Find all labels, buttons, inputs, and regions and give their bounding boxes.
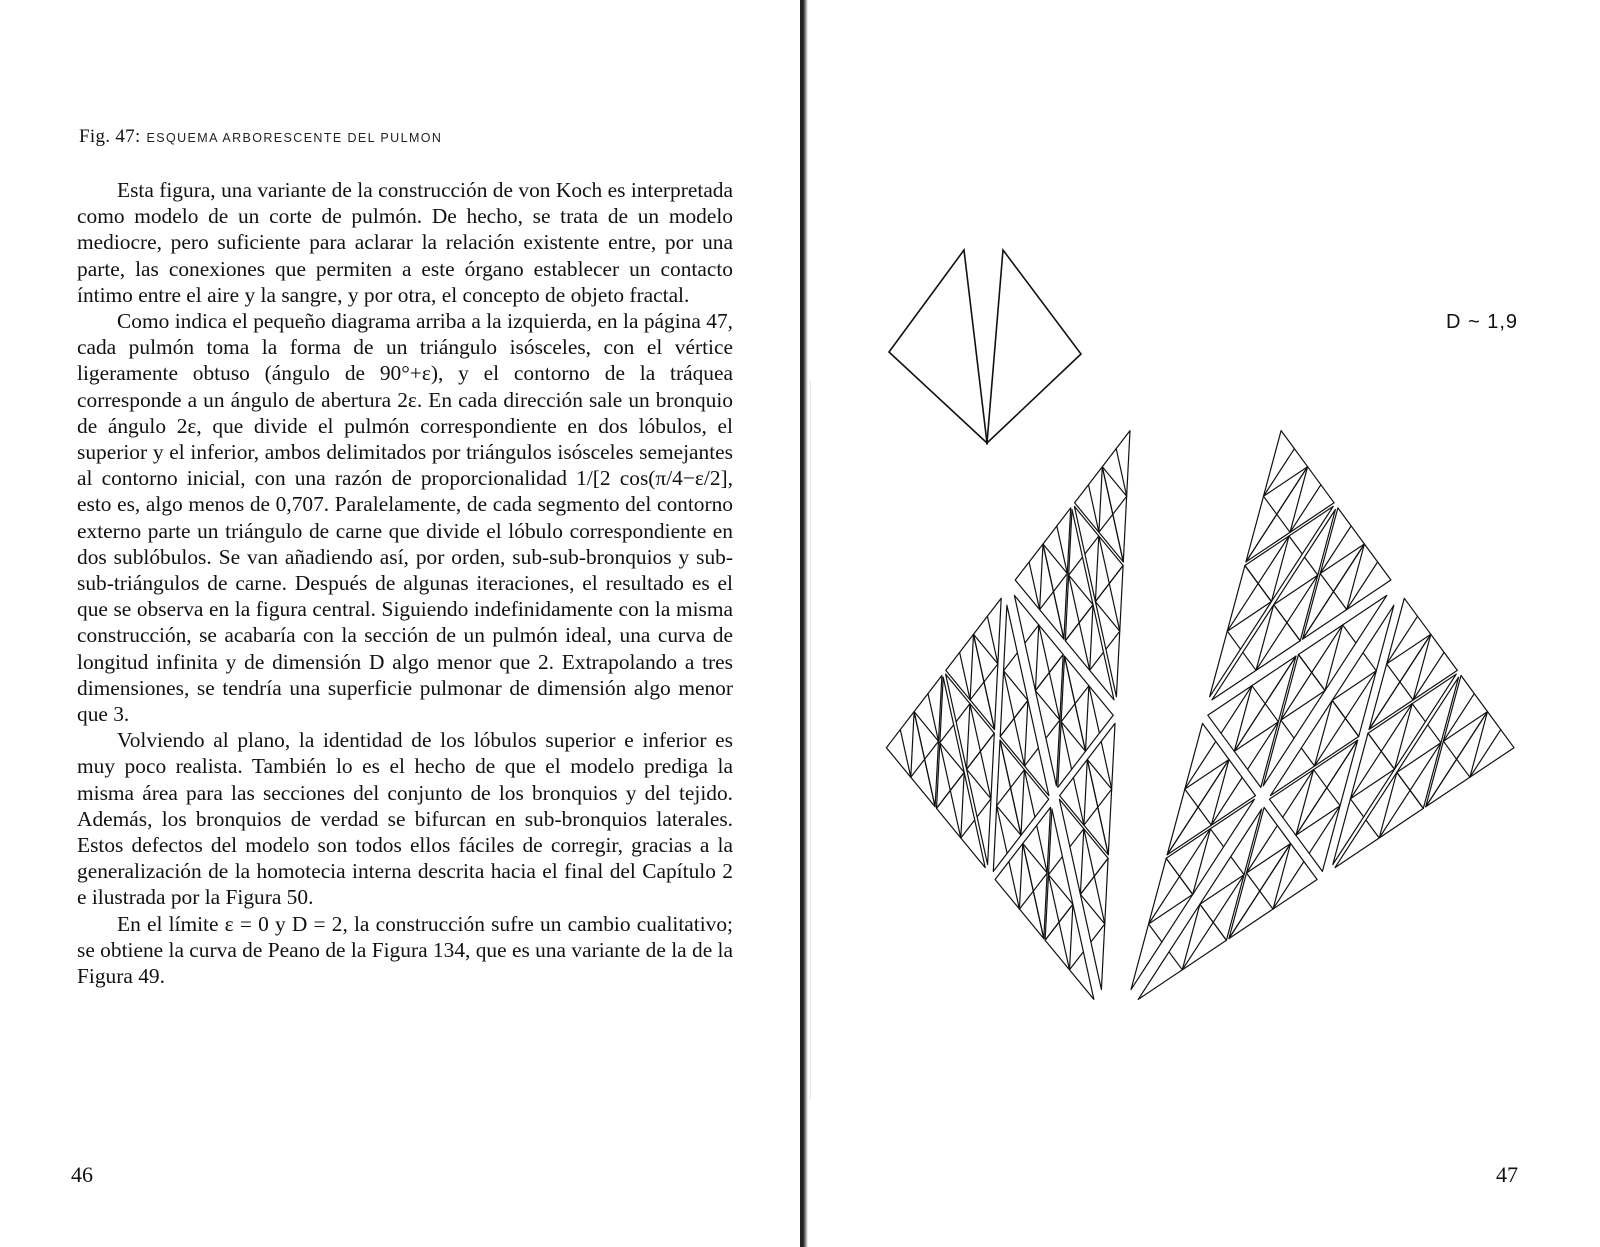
paragraph: Esta figura, una variante de la construcción de von Koch es interpretada como modelo de un corte de pulmón. De hecho, se trata de un modelo mediocre, pero suficiente para aclarar la relación existente entre, por una parte, las conexiones que permiten a este órgano establecer un contacto íntimo entre el aire y la sangre, y por otra, el concepto de objeto fractal. <box>77 178 733 307</box>
generator-left-triangle <box>889 250 987 443</box>
page-number-right: 47 <box>1496 1162 1518 1187</box>
fractal-triangle <box>1263 655 1325 786</box>
fractal-triangle <box>1059 799 1108 894</box>
fractal-triangle <box>1000 700 1049 795</box>
fractal-triangle <box>1015 544 1064 639</box>
fractal-triangle <box>1045 904 1094 999</box>
fractal-triangle <box>1131 858 1193 989</box>
paragraph: En el límite ε = 0 y D = 2, la construcción sufre un cambio cualitativo; se obtiene la curva de Peano de la Figura 134, que es una variante de la de la Figura 49. <box>77 911 733 989</box>
fractal-triangle <box>1075 467 1124 562</box>
paragraph: Como indica el pequeño diagrama arriba a la izquierda, en la página 47, cada pulmón toma la forma de un triángulo isósceles, con el vértice ligeramente obtuso (ángulo de 90°+ε), y el contorno de la tráquea corresponde a un ángulo de abertura 2ε. En cada dirección sale un bronquio de ángulo 2ε, que divide el pulmón correspondiente en dos lóbulos, el superior y el inferior, ambos delimitados por triángulos isósceles semejantes al contorno inicial, con una razón de proporcionalidad 1/[2 cos(π/4−ε/2], esto es, algo menos de 0,707. Paralelamente, de cada segmento del contorno externo parte un triángulo de carne que divide el lóbulo correspondiente en dos sublóbulos. Se van añadiendo así, por orden, sub-sub-bronquios y sub-sub-triángulos de carne. Después de algunas iteraciones, el resultado es el que se observa en la figura central. Siguiendo indefinidamente con la misma construcción, se acabaría con la sección de un pulmón ideal, una curva de longitud infinita y de dimensión D algo menor que 2. Extrapolando a tres dimensiones, se tendría una superficie pulmonar de dimensión algo menor que 3. <box>77 309 733 727</box>
lung-fractal <box>886 431 1514 1000</box>
dimension-label: D ~ 1,9 <box>1445 311 1518 333</box>
page-number-left: 46 <box>71 1162 93 1187</box>
caption-title: ESQUEMA ARBORESCENTE DEL PULMON <box>146 131 443 145</box>
fractal-triangle <box>1060 760 1109 855</box>
fractal-triangle <box>1299 595 1387 690</box>
fractal-triangle <box>995 844 1044 939</box>
fractal-triangle <box>1229 807 1291 938</box>
fractal-triangle <box>1274 510 1336 641</box>
fractal-triangle <box>1234 656 1296 787</box>
fractal-triangle <box>1138 904 1226 999</box>
fractal-triangle <box>946 634 995 729</box>
fractal-triangle <box>1065 656 1114 751</box>
fractal-triangle <box>1426 676 1488 807</box>
fractal-triangle <box>1000 740 1049 835</box>
paragraph: Volviendo al plano, la identidad de los lóbulos superior e inferior es muy poco realista. También lo es el hecho de que el modelo prediga la misma área para las secciones del conjunto de los bronquios y del tejido. Además, los bronquios de verdad se bifurcan en sub-bronquios laterales. Estos defectos del modelo son todos ellos fáciles de corregir, gracias a la generalización de la homotecia interna descrita hacia el final del Capítulo 2 e ilustrada por la Figura 50. <box>77 728 733 910</box>
fractal-triangle <box>1335 772 1423 867</box>
fractal-triangle <box>886 712 935 807</box>
fractal-triangle <box>1014 595 1063 690</box>
generator-right-triangle <box>987 250 1081 443</box>
fractal-triangle <box>1167 723 1229 854</box>
fractal-triangle <box>1210 566 1272 697</box>
fractal-triangle <box>1303 508 1365 639</box>
small-generator-diagram <box>889 250 1081 443</box>
fractal-triangle <box>1212 605 1300 700</box>
fractal-triangle <box>1246 431 1308 562</box>
caption-label: Fig. 47: <box>79 126 141 147</box>
fractal-triangle <box>1200 809 1262 940</box>
fractal-triangle <box>1397 677 1459 808</box>
